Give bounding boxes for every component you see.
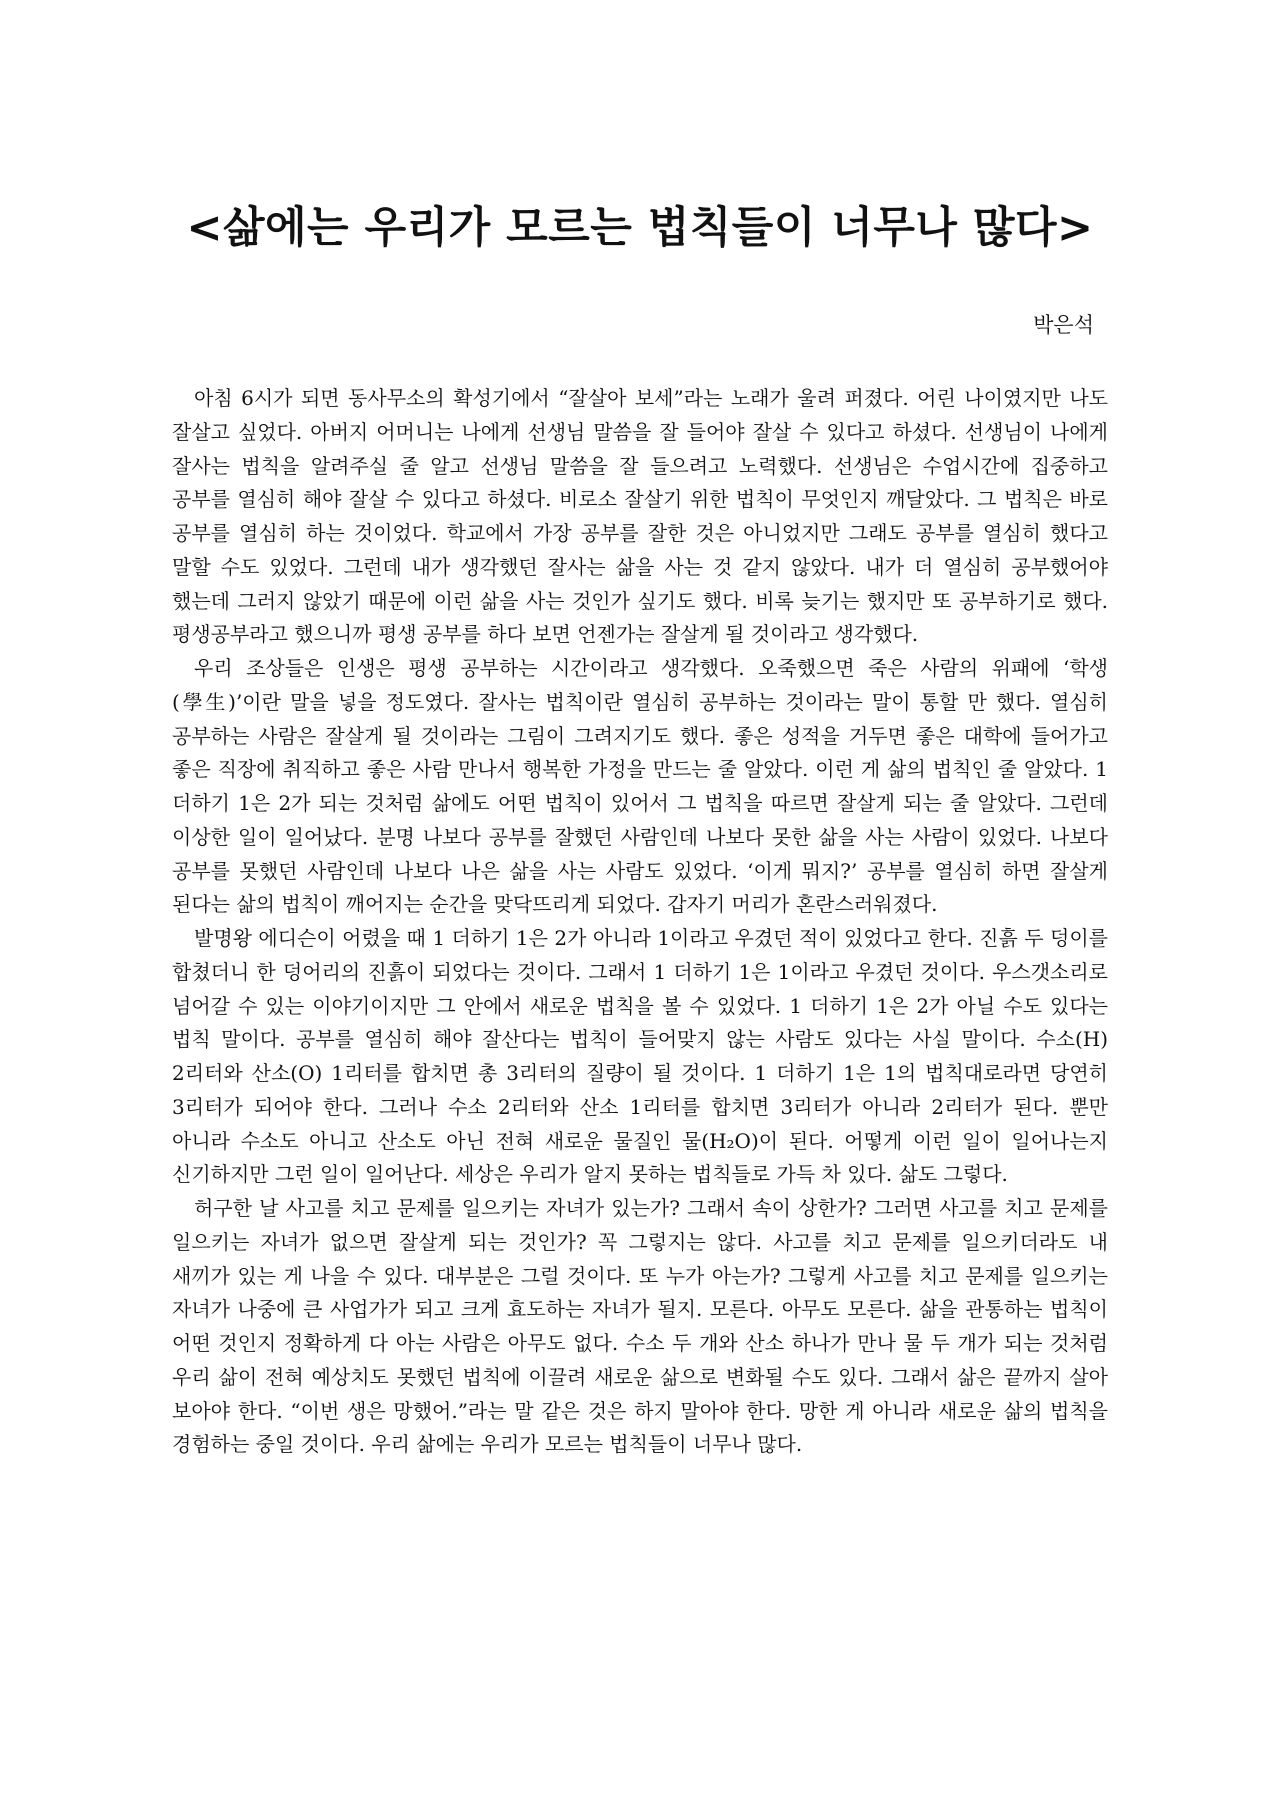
paragraph: 아침 6시가 되면 동사무소의 확성기에서 “잘살아 보세”라는 노래가 울려 퍼졌다. 어린 나이였지만 나도 잘살고 싶었다. 아버지 어머니는 나에게 선생님 말씀을 잘 들어야 잘살 수 있다고 하셨다. 선생님이 나에게 잘사는 법칙을 알려주실 줄 알고 선생님 말씀을 잘 들으려고 노력했다. 선생님은 수업시간에 집중하고 공부를 열심히 해야 잘살 수 있다고 하셨다. 비로소 잘살기 위한 법칙이 무엇인지 깨달았다. 그 법칙은 바로 공부를 열심히 하는 것이었다. 학교에서 가장 공부를 잘한 것은 아니었지만 그래도 공부를 열심히 했다고 말할 수도 있었다. 그런데 내가 생각했던 잘사는 삶을 사는 것 같지 않았다. 내가 더 열심히 공부했어야 했는데 그러지 않았기 때문에 이런 삶을 사는 것인가 싶기도 했다. 비록 늦기는 했지만 또 공부하기로 했다. 평생공부라고 했으니까 평생 공부를 하다 보면 언젠가는 잘살게 될 것이라고 생각했다. xyxy=(172,386,1108,647)
paragraph: 우리 조상들은 인생은 평생 공부하는 시간이라고 생각했다. 오죽했으면 죽은 사람의 위패에 ‘학생(學生)’이란 말을 넣을 정도였다. 잘사는 법칙이란 열심히 공부하는 것이라는 말이 통할 만 했다. 열심히 공부하는 사람은 잘살게 될 것이라는 그림이 그려지기도 했다. 좋은 성적을 거두면 좋은 대학에 들어가고 좋은 직장에 취직하고 좋은 사람 만나서 행복한 가정을 만드는 줄 알았다. 이런 게 삶의 법칙인 줄 알았다. 1 더하기 1은 2가 되는 것처럼 삶에도 어떤 법칙이 있어서 그 법칙을 따르면 잘살게 되는 줄 알았다. 그런데 이상한 일이 일어났다. 분명 나보다 공부를 잘했던 사람인데 나보다 못한 삶을 사는 사람이 있었다. 나보다 공부를 못했던 사람인데 나보다 나은 삶을 사는 사람도 있었다. ‘이게 뭐지?’ 공부를 열심히 하면 잘살게 된다는 삶의 법칙이 깨어지는 순간을 맞닥뜨리게 되었다. 갑자기 머리가 혼란스러워졌다. xyxy=(172,656,1108,917)
paragraph: 발명왕 에디슨이 어렸을 때 1 더하기 1은 2가 아니라 1이라고 우겼던 적이 있었다고 한다. 진흙 두 덩이를 합쳤더니 한 덩어리의 진흙이 되었다는 것이다. 그래서 1 더하기 1은 1이라고 우겼던 것이다. 우스갯소리로 넘어갈 수 있는 이야기이지만 그 안에서 새로운 법칙을 볼 수 있었다. 1 더하기 1은 2가 아닐 수도 있다는 법칙 말이다. 공부를 열심히 해야 잘산다는 법칙이 들어맞지 않는 사람도 있다는 사실 말이다. 수소(H) 2리터와 산소(O) 1리터를 합치면 총 3리터의 질량이 될 것이다. 1 더하기 1은 1의 법칙대로라면 당연히 3리터가 되어야 한다. 그러나 수소 2리터와 산소 1리터를 합치면 3리터가 아니라 2리터가 된다. 뿐만 아니라 수소도 아니고 산소도 아닌 전혀 새로운 물질인 물(H₂O)이 된다. 어떻게 이런 일이 일어나는지 신기하지만 그런 일이 일어난다. 세상은 우리가 알지 못하는 법칙들로 가득 차 있다. 삶도 그렇다. xyxy=(172,926,1108,1187)
paragraph: 허구한 날 사고를 치고 문제를 일으키는 자녀가 있는가? 그래서 속이 상한가? 그러면 사고를 치고 문제를 일으키는 자녀가 없으면 잘살게 되는 것인가? 꼭 그렇지는 않다. 사고를 치고 문제를 일으키더라도 내 새끼가 있는 게 나을 수 있다. 대부분은 그럴 것이다. 또 누가 아는가? 그렇게 사고를 치고 문제를 일으키는 자녀가 나중에 큰 사업가가 되고 크게 효도하는 자녀가 될지. 모른다. 아무도 모른다. 삶을 관통하는 법칙이 어떤 것인지 정확하게 다 아는 사람은 아무도 없다. 수소 두 개와 산소 하나가 만나 물 두 개가 되는 것처럼 우리 삶이 전혀 예상치도 못했던 법칙에 이끌려 새로운 삶으로 변화될 수도 있다. 그래서 삶은 끝까지 살아 보아야 한다. “이번 생은 망했어.”라는 말 같은 것은 하지 말아야 한다. 망한 게 아니라 새로운 삶의 법칙을 경험하는 중일 것이다. 우리 삶에는 우리가 모르는 법칙들이 너무나 많다. xyxy=(172,1196,1108,1457)
document-title: <삶에는 우리가 모르는 법칙들이 너무나 많다> xyxy=(186,203,1094,253)
body-text xyxy=(172,382,1108,1462)
author-name: 박은석 xyxy=(1033,313,1094,337)
